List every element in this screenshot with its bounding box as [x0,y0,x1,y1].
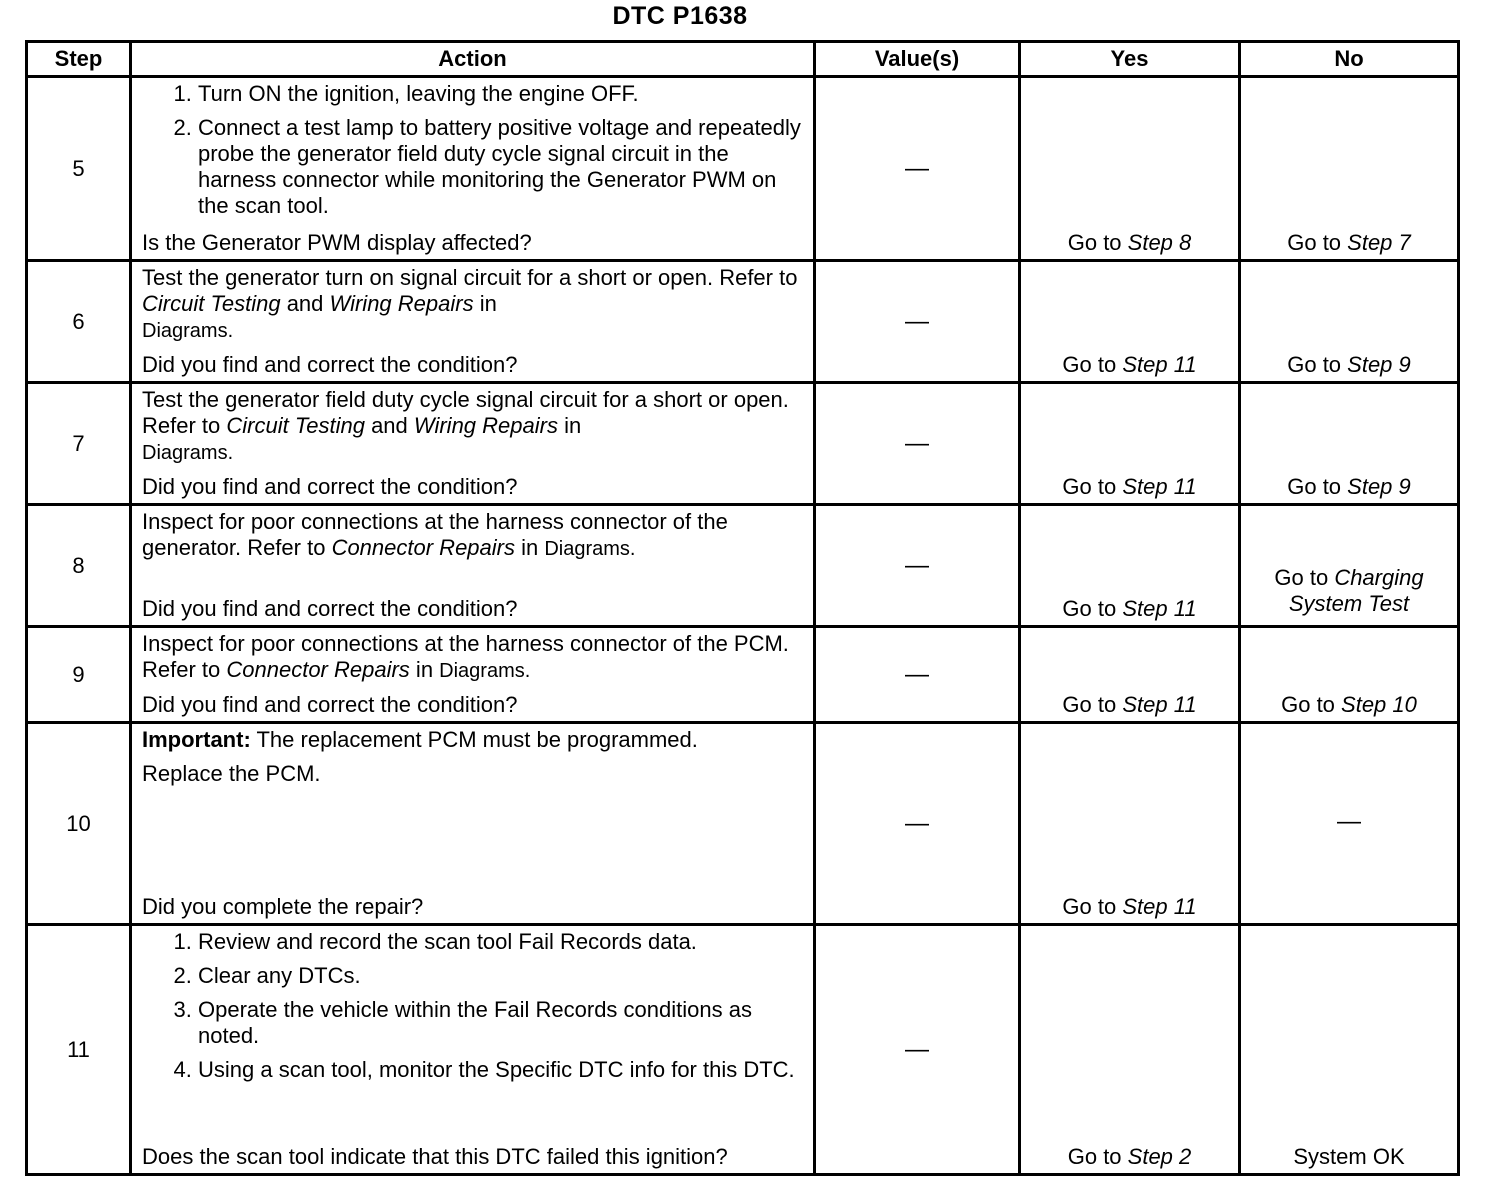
step-number: 7 [27,383,131,505]
step-number: 6 [27,261,131,383]
value-cell: — [815,261,1020,383]
action-question: Is the Generator PWM display affected? [142,230,532,255]
no-link: Step 9 [1347,474,1411,499]
list-item: 1. Turn ON the ignition, leaving the engine OFF. [198,81,805,107]
yes-cell: Go to Step 11 [1020,723,1240,925]
action-question: Does the scan tool indicate that this DTC failed this ignition? [142,1144,728,1169]
header-step: Step [27,42,131,77]
action-cell [131,723,815,925]
action-question: Did you find and correct the condition? [142,596,518,621]
yes-cell: Go to Step 11 [1020,383,1240,505]
header-yes: Yes [1020,42,1240,77]
action-list [142,81,805,225]
table-row [27,77,1459,261]
yes-cell: Go to Step 2 [1020,925,1240,1175]
step-number: 11 [27,925,131,1175]
yes-cell: Go to Step 11 [1020,627,1240,723]
yes-link: Step 11 [1122,352,1197,377]
action-text: Inspect for poor connections at the harness connector of the generator. Refer to Connector Repairs in Diagrams. [142,509,728,560]
step-number: 10 [27,723,131,925]
action-cell [131,505,815,627]
action-text: Replace the PCM. [142,761,321,786]
diagnostic-table [25,40,1460,1176]
no-link: System Test [1288,591,1410,616]
table-row [27,505,1459,627]
header-no: No [1240,42,1459,77]
no-link: Step 10 [1341,692,1417,717]
header-values: Value(s) [815,42,1020,77]
table-row [27,383,1459,505]
action-cell [131,925,815,1175]
action-cell [131,77,815,261]
yes-cell: Go to Step 11 [1020,505,1240,627]
no-cell: Go to Step 10 [1240,627,1459,723]
yes-cell [1020,77,1240,261]
important-label: Important: [142,727,251,752]
page-title: DTC P1638 [612,2,748,30]
list-item: 4. Using a scan tool, monitor the Specific DTC info for this DTC. [198,1057,805,1083]
no-cell: Go to Charging System Test [1240,505,1459,627]
table-row [27,723,1459,925]
no-link: Step 9 [1347,352,1411,377]
no-cell [1240,77,1459,261]
no-cell: — [1240,723,1459,925]
action-question: Did you find and correct the condition? [142,352,518,377]
action-cell [131,627,815,723]
action-cell [131,383,815,505]
yes-link: Step 8 [1127,230,1192,255]
yes-link: Step 2 [1127,1144,1192,1169]
yes-link: Step 11 [1122,474,1197,499]
action-text: Inspect for poor connections at the harness connector of the PCM. Refer to Connector Repairs in Diagrams. [142,631,789,682]
value-cell: — [815,505,1020,627]
table-row [27,261,1459,383]
yes-cell: Go to Step 11 [1020,261,1240,383]
yes-link: Step 11 [1122,692,1197,717]
value-cell: — [815,723,1020,925]
list-item: 2. Clear any DTCs. [198,963,805,989]
action-question: Did you find and correct the condition? [142,474,518,499]
step-number: 5 [27,77,131,261]
action-text: Test the generator field duty cycle signal circuit for a short or open. Refer to Circuit Testing and Wiring Repairs in Diagrams. [142,387,789,464]
yes-link: Step 11 [1122,894,1197,919]
value-cell: — [815,383,1020,505]
yes-prefix: Go to [1067,230,1128,255]
no-link: Step 7 [1347,230,1411,255]
no-link: Charging [1334,565,1424,590]
value-cell: — [815,77,1020,261]
yes-link: Step 11 [1122,596,1197,621]
step-number: 8 [27,505,131,627]
list-item: 3. Operate the vehicle within the Fail Records conditions as noted. [198,997,805,1049]
no-cell: Go to Step 9 [1240,261,1459,383]
table-row [27,627,1459,723]
header-action: Action [131,42,815,77]
value-cell: — [815,627,1020,723]
action-cell [131,261,815,383]
table-row [27,925,1459,1175]
header-row [27,42,1459,77]
list-item: 1. Review and record the scan tool Fail Records data. [198,929,805,955]
action-question: Did you complete the repair? [142,894,424,919]
action-text: Test the generator turn on signal circuit for a short or open. Refer to Circuit Testing and Wiring Repairs in Diagrams. [142,265,798,342]
no-prefix: Go to [1287,230,1348,255]
list-item: 2. Connect a test lamp to battery positive voltage and repeatedly probe the generator field duty cycle signal circuit in the harness connector while monitoring the Generator PWM on the scan tool. [198,115,805,219]
value-cell: — [815,925,1020,1175]
action-question: Did you find and correct the condition? [142,692,518,717]
no-cell: Go to Step 9 [1240,383,1459,505]
action-list [142,929,805,1089]
step-number: 9 [27,627,131,723]
no-cell: System OK [1240,925,1459,1175]
important-note: Important: The replacement PCM must be programmed. [142,727,698,752]
